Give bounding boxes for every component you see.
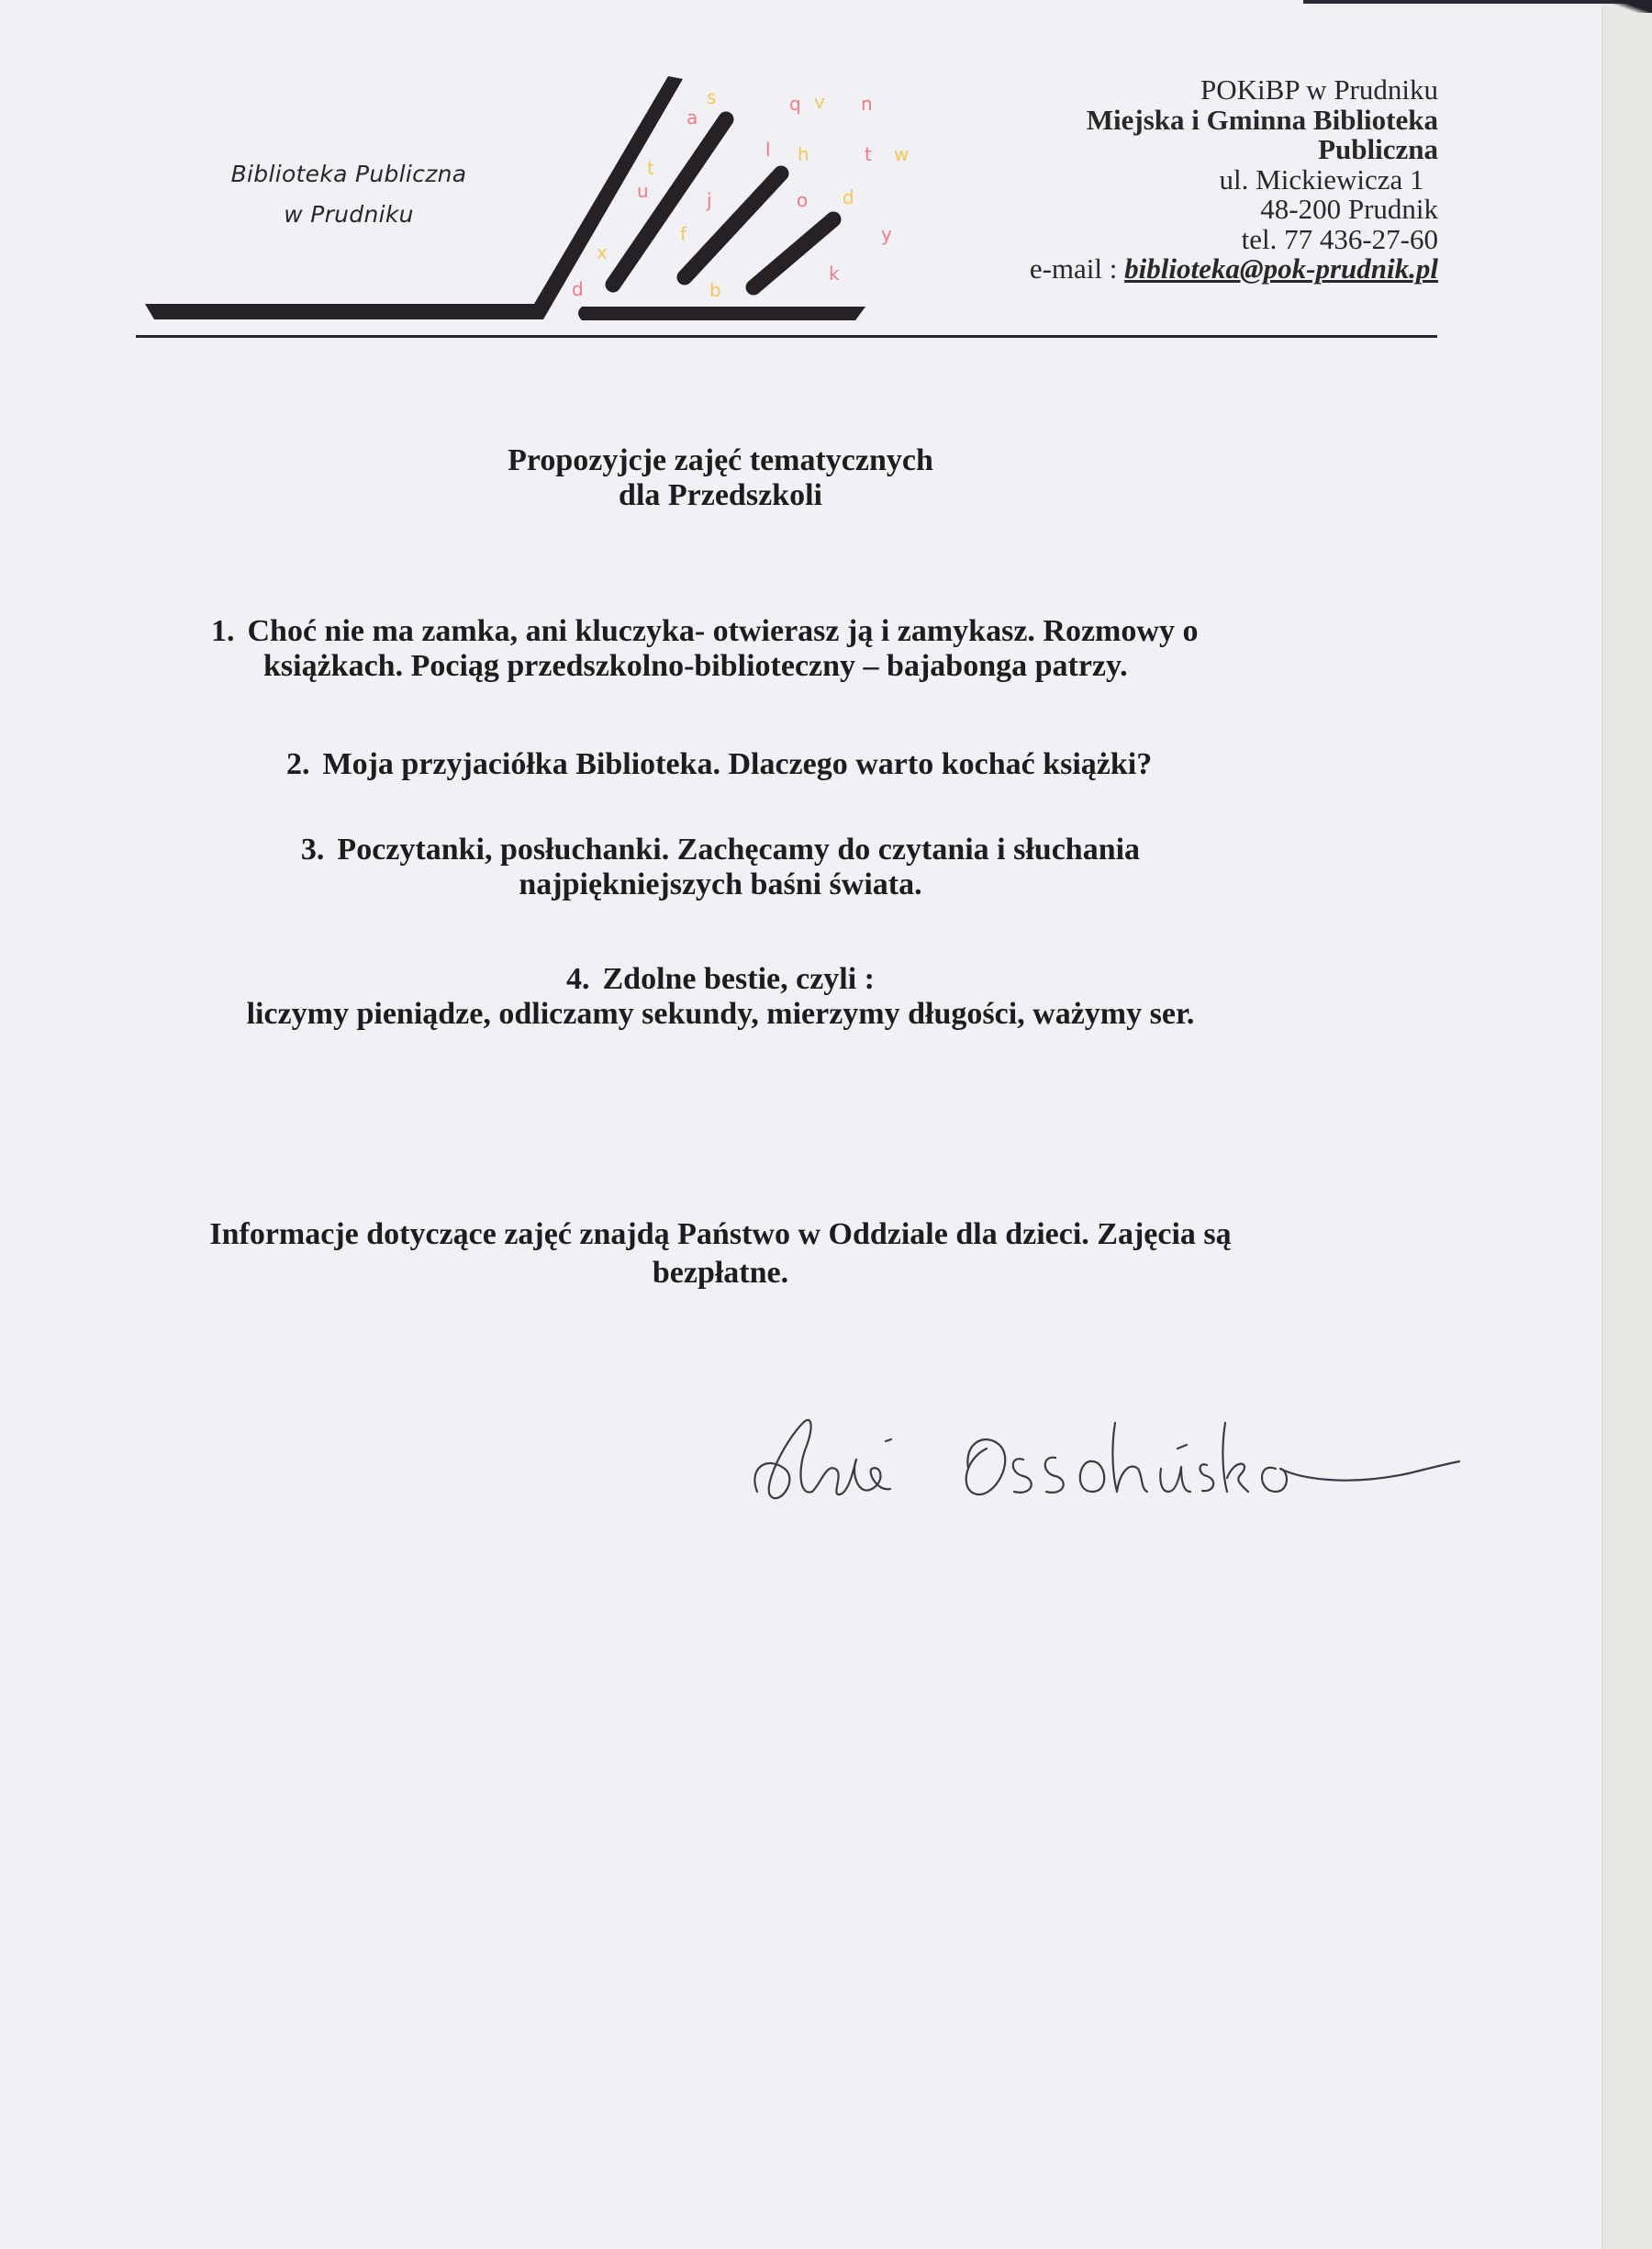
street-address: ul. Mickiewicza 1 [1219,162,1424,196]
logo-letter: d [843,186,854,208]
item-number: 2. [286,747,310,781]
logo-letter: j [707,189,712,211]
item-text-line-1: Zdolne bestie, czyli : [602,962,876,996]
item-text-line-2: najpiękniejszych baśni świata. [519,867,922,901]
phone-number: tel. 77 436-27-60 [1241,222,1438,255]
list-item [211,614,1198,684]
logo-letter: f [680,223,687,245]
logo-letter: k [829,263,840,285]
email-label: e-mail : [1029,252,1125,285]
logo-letter: t [647,157,654,179]
logo-letter: o [797,189,809,211]
info-line-1: Informacje dotyczące zajęć znajdą Państwo w Oddziale dla dzieci. Zajęcia są [209,1217,1232,1251]
item-text-line-1: Moja przyjaciółka Biblioteka. Dlaczego warto kochać książki? [322,747,1153,781]
info-paragraph [0,1215,1441,1292]
scan-page-edge [1602,0,1652,2249]
logo-letter: t [865,143,872,165]
logo-letter: d [572,278,584,300]
library-name-line-1: Miejska i Gminna Biblioteka [1086,103,1438,136]
logo-letter: y [881,223,892,245]
item-text-line-2: książkach. Pociąg przedszkolno-biblioteczny – bajabonga patrzy. [263,649,1128,683]
document-title [0,443,1441,513]
logo-letter: w [894,143,910,165]
logo-letter: s [707,86,717,108]
header-divider [136,335,1437,338]
email-link[interactable]: biblioteka@pok-prudnik.pl [1124,252,1438,285]
item-number: 3. [300,833,325,867]
scan-top-shadow [1303,0,1652,4]
logo-line-2: w Prudniku [284,201,414,228]
item-text-line-1: Choć nie ma zamka, ani kluczyka- otwierasz ją i zamykasz. Rozmowy o [247,614,1199,648]
address-block [1030,75,1438,285]
item-text-line-1: Poczytanki, posłuchanki. Zachęcamy do czytania i słuchania [337,833,1141,867]
item-number: 1. [211,614,235,648]
logo-letter: h [798,143,809,165]
email-line [1030,254,1438,285]
logo-letter: q [789,93,801,115]
logo-letter: x [597,241,608,263]
logo-letter: l [765,139,771,161]
library-name-line-2: Publiczna [1318,133,1438,165]
city-postal: 48-200 Prudnik [1260,193,1438,225]
logo-letter: u [637,180,649,202]
list-item [0,833,1441,902]
logo-line-1: Biblioteka Publiczna [230,161,467,187]
library-logo [0,0,918,349]
org-name: POKiBP w Prudniku [1200,73,1438,106]
logo-letter: a [686,106,698,129]
info-line-2: bezpłatne. [652,1256,789,1290]
list-item [286,747,1152,782]
title-line-1: Propozyjcje zajęć tematycznych [508,443,933,477]
logo-letter: n [861,93,873,115]
logo-letter: b [709,279,721,301]
list-item [0,962,1441,1032]
handwritten-signature-icon [748,1404,1464,1524]
item-text-line-2: liczymy pieniądze, odliczamy sekundy, mierzymy długości, ważymy ser. [246,997,1195,1031]
logo-letter: v [814,91,825,113]
title-line-2: dla Przedszkoli [619,478,822,512]
scan-corner-shadow [1602,0,1652,13]
logo-wordmark [165,154,532,235]
signature [748,1404,1464,1528]
item-number: 4. [565,962,590,996]
